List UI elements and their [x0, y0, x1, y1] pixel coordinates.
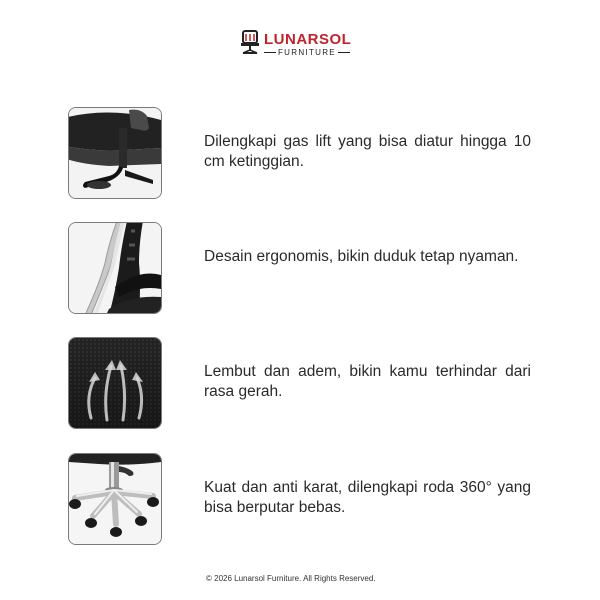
feature-breathable-mesh-text: Lembut dan adem, bikin kamu terhindar dari rasa gerah.: [204, 363, 531, 400]
brand-logo: [236, 28, 366, 62]
footer-copyright: © 2026 Lunarsol Furniture. All Rights Reserved.: [206, 574, 376, 583]
brand-name: LUNARSOL: [264, 31, 352, 48]
feature-gas-lift-text: Dilengkapi gas lift yang bisa diatur hingga 10 cm ketinggian.: [204, 133, 531, 170]
chrome-wheel-base-icon: [68, 453, 162, 545]
gas-lift-lever-icon: [68, 107, 162, 199]
brand-subtitle: FURNITURE: [278, 48, 336, 57]
brand-rule-right: [338, 52, 350, 53]
feature-breathable-mesh: [68, 337, 538, 429]
feature-gas-lift: [68, 107, 538, 199]
ergonomic-backrest-icon: [68, 222, 162, 314]
brand-rule-left: [264, 52, 276, 53]
brand-subtitle-row: [262, 48, 352, 57]
feature-ergonomic: [68, 222, 538, 314]
chair-logo-icon: [240, 30, 260, 56]
feature-chrome-base: [68, 453, 538, 545]
breathable-mesh-airflow-icon: [68, 337, 162, 429]
feature-chrome-base-text: Kuat dan anti karat, dilengkapi roda 360° yang bisa berputar bebas.: [204, 479, 531, 516]
feature-ergonomic-text: Desain ergonomis, bikin duduk tetap nyaman.: [204, 248, 519, 265]
